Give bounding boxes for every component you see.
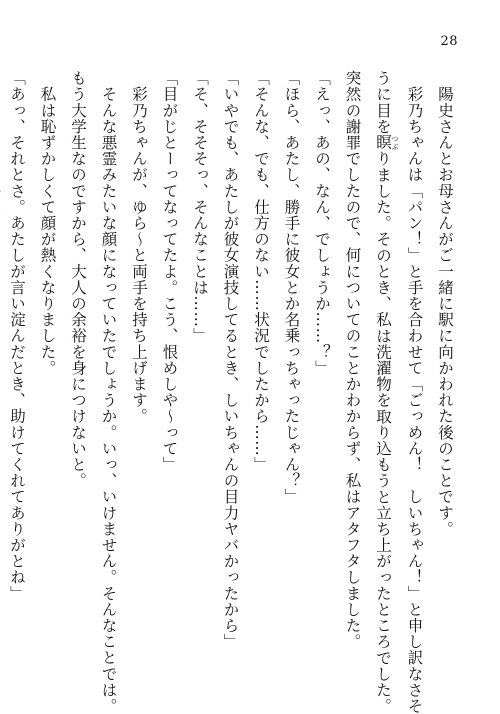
ruby-reading: つぶ [391,134,399,151]
text-line: 「あっ、それとさ。あたしが言い淀んだとき、助けてくれてありがとね」 [8,70,26,602]
text-line: 彩乃ちゃんが、ゆら～と両手を持ち上げます。 [130,70,148,425]
text-line: 「えっ、あの、なん、でしょうか……？」 [313,70,331,376]
text-line: 陽史さんとお母さんがご一緒に駅に向かわれた後のことです。 [436,70,454,537]
text-line: 「目がじとーってなってたよ。こう、恨めしや～って」 [160,70,179,473]
vertical-text-body [8,70,460,714]
text-line: そんな悪霊みたいな顔になっていたでしょうか。いっ、いけません。そんなことでは。 [99,70,118,714]
text-line: 「そんな、でも、仕方のない……状況でしたから……」 [252,70,270,473]
text-line: 「そ、そそそっ、そんなことは……」 [191,70,209,344]
page-number: 28 [440,34,458,49]
ruby-tsumutta [374,134,399,151]
ruby-base: 瞑 [374,134,392,151]
text-line: うに目を瞑 つぶりました。そのとき、私は洗濯物を取り込もうと立ち上がったところでした。 [374,70,399,714]
text-line: もう大学生なのですから、大人の余裕を身につけないと。 [69,70,87,489]
text-line: 「ほら、あたし、勝手に彼女とか名乗っちゃったじゃん？」 [282,70,301,505]
text-line: 彩乃ちゃんは「パン！」と手を合わせて「ごっめん！ しいちゃん！」と申し訳なさそ [405,70,424,714]
text-line: 突然の謝罪でしたので、何についてのことかわからず、私はアタフタしました。 [343,70,362,650]
text-line: 私は恥ずかしくて顔が熱くなりました。 [38,70,57,376]
text-line: 「いやでも、あたしが彼女演技してるとき、しいちゃんの目力ヤバかったから」 [221,70,240,650]
ruby-reading [0,183,2,215]
